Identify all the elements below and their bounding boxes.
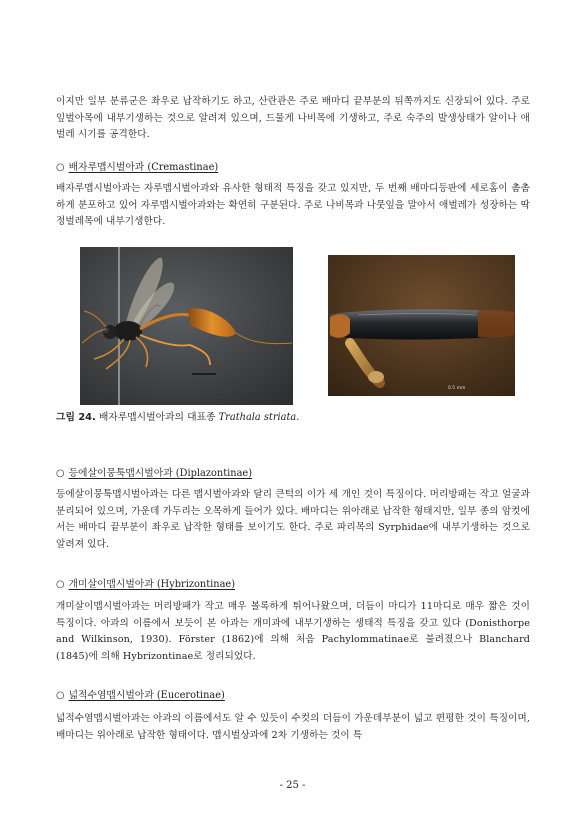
circle-bullet-icon: ○ xyxy=(56,468,65,479)
figure-caption-text: 배자루맵시벌아과의 대표종 xyxy=(98,412,216,423)
heading-cremastinae-text: 배자루맵시벌아과 (Cremastinae) xyxy=(68,162,219,173)
paragraph-intro: 이지만 일부 분류군은 좌우로 납작하기도 하고, 산란관은 주로 배마디 끝부분의 뒤쪽까지도 신장되어 있다. 주로 잎벌아목에 내부기생하는 것으로 알려져 있으며, 드물게 나비목에 기생하고, 주로 숙주의 발생상태가 알이나 애벌레 시기를 공격한다. xyxy=(56,96,530,140)
paragraph-cremastinae: 배자루맵시벌아과는 자루맵시벌아과와 유사한 형태적 특징을 갖고 있지만, 두 번째 배마디등판에 세로홈이 촘촘하게 분포하고 있어 자루맵시벌아과와는 확연히 구분된다. 주로 나비목과 나뭇잎을 말아서 애벌레가 성장하는 딱정벌레목에 내부기생한다. xyxy=(56,183,530,227)
heading-eucerotinae-text: 넓적수염맵시벌아과 (Eucerotinae) xyxy=(68,690,225,701)
circle-bullet-icon: ○ xyxy=(56,579,65,590)
page-number: - 25 - xyxy=(279,780,306,791)
wasp-habitus-photo xyxy=(80,247,293,405)
scale-bar-label: 0.5 mm xyxy=(448,386,466,391)
heading-hybrizontinae-text: 개미살이맵시벌아과 (Hybrizontinae) xyxy=(68,579,236,590)
figure-species-name: Trathala striata. xyxy=(218,412,300,423)
heading-hybrizontinae xyxy=(56,577,235,594)
paragraph-diplazontinae: 등에살이뭉툭맵시벌아과는 다른 맵시벌아과와 달리 큰턱의 이가 세 개인 것이 특징이다. 머리방패는 작고 얼굴과 분리되어 있으며, 가운데 가두리는 오목하게 들어가 있다. 배마디는 위아래로 납작한 형태지만, 일부 종의 암컷에서는 배마디 끝부분이 좌우로 납작한 형태를 보이기도 한다. 주로 파리목의 Syrphidae에 내부기생하는 것으로 알려져 있다. xyxy=(56,489,530,550)
heading-diplazontinae xyxy=(56,466,252,483)
paragraph-eucerotinae: 넓적수염맵시벌아과는 아과의 이름에서도 알 수 있듯이 수컷의 더듬이 가운데부분이 넓고 편평한 것이 특징이며, 배마디는 위아래로 납작한 형태이다. 맵시벌상과에 2차 기생하는 것이 특 xyxy=(56,713,530,741)
figure-caption xyxy=(56,410,299,427)
wasp-detail-photo xyxy=(328,255,515,396)
figure-label: 그림 24. xyxy=(56,412,96,423)
heading-eucerotinae xyxy=(56,688,225,705)
circle-bullet-icon: ○ xyxy=(56,162,65,173)
heading-cremastinae xyxy=(56,160,218,177)
paragraph-hybrizontinae: 개미살이맵시벌아과는 머리방패가 작고 매우 볼록하게 튀어나왔으며, 더듬이 마디가 11마디로 매우 짧은 것이 특징이다. 아과의 이름에서 보듯이 본 아과는 개미과에 내부기생하는 생태적 특징을 갖고 있다 (Donisthorpe and Wilkinson, 1930). Förster (1862)에 의해 처음 Pachylommatinae로 불려졌으나 Blanchard (1845)에 의해 Hybrizontinae로 정리되었다. xyxy=(56,601,530,662)
circle-bullet-icon: ○ xyxy=(56,690,65,701)
heading-diplazontinae-text: 등에살이뭉툭맵시벌아과 (Diplazontinae) xyxy=(68,468,253,479)
